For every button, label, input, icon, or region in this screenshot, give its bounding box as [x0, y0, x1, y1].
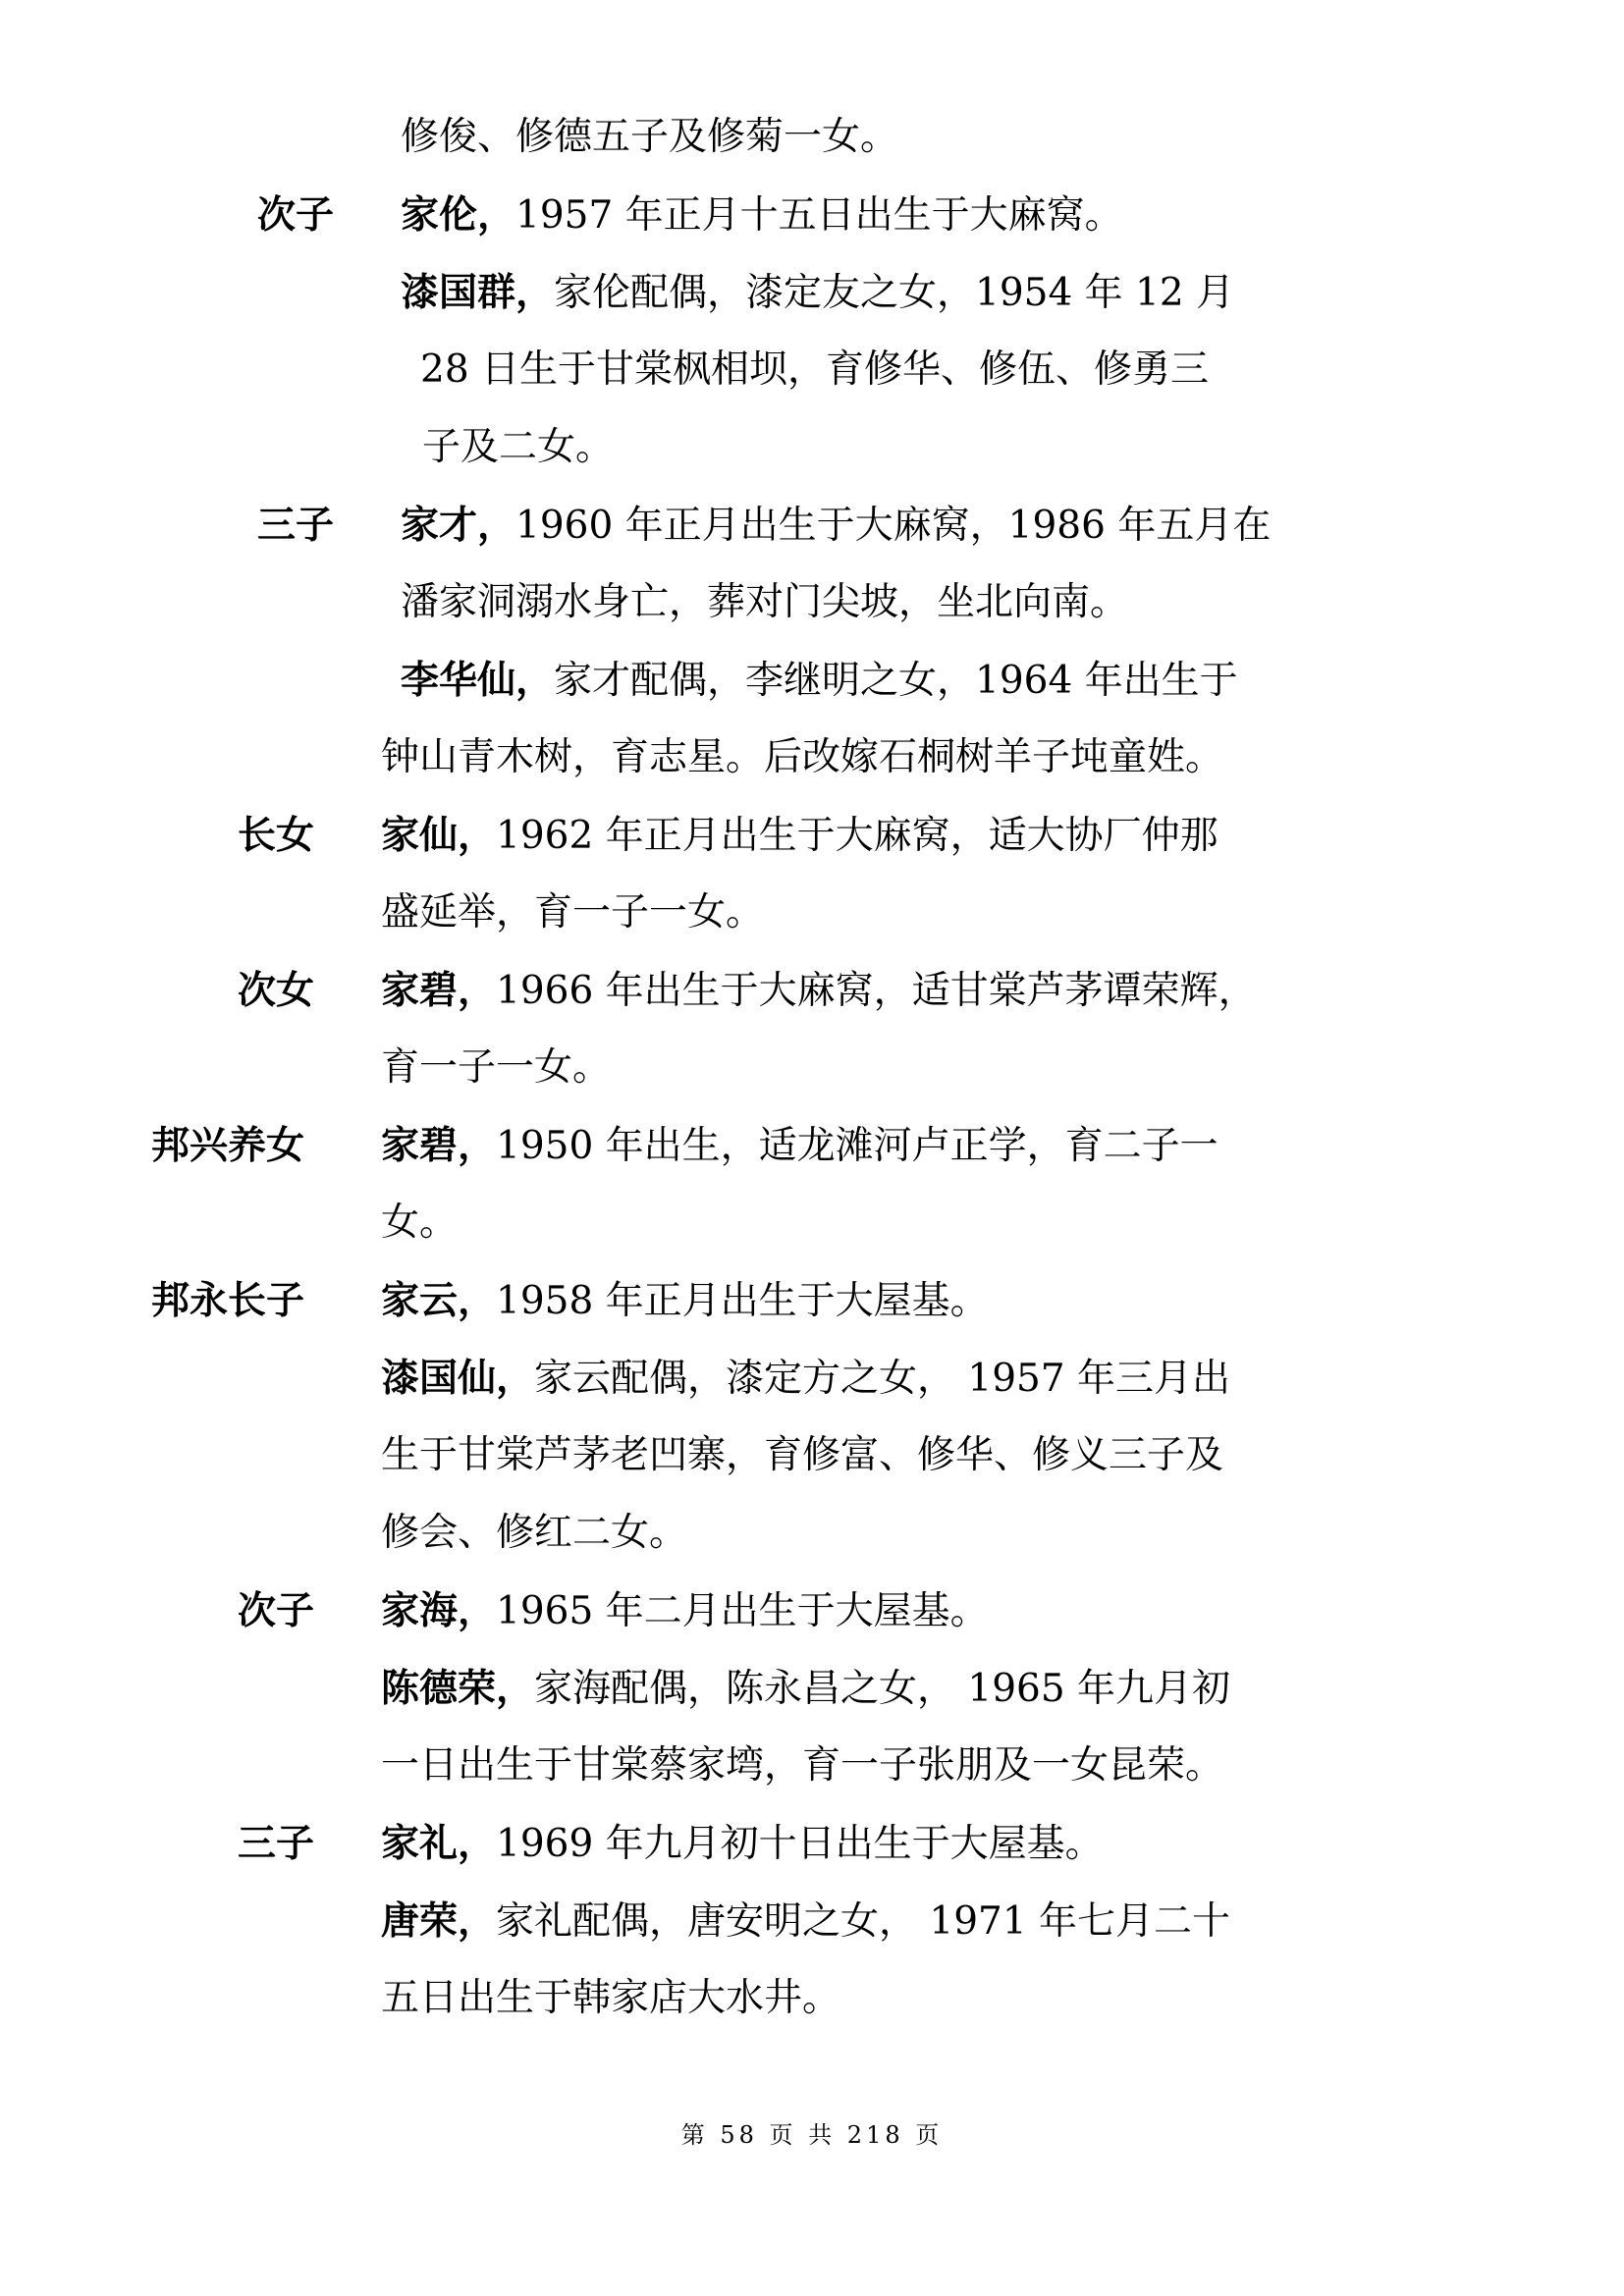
line-text: 1950 年出生，适龙滩河卢正学，育二子一: [496, 1124, 1218, 1168]
line-text: 1966 年出生于大麻窝，适甘棠芦茅谭荣辉，: [496, 969, 1257, 1013]
line-text: 育一子一女。: [381, 1045, 612, 1090]
line-02: [401, 189, 1123, 240]
line-04: [420, 345, 1209, 396]
line-25: [381, 1973, 840, 2024]
person-name: 家仙，: [381, 813, 497, 858]
spouse-name: 李华仙，: [401, 658, 555, 703]
line-text: 家海配偶，陈永昌之女， 1965 年九月初: [534, 1667, 1231, 1711]
line-text: 钟山青木树，育志星。后改嫁石桐树羊子坉童姓。: [381, 735, 1224, 779]
person-name: 家碧，: [381, 968, 497, 1013]
line-text: 盛延举，育一子一女。: [381, 890, 765, 934]
line-text: 修会、修红二女。: [381, 1511, 688, 1555]
line-text: 潘家洞溺水身亡，葬对门尖坡，坐北向南。: [401, 580, 1129, 624]
line-01: [401, 112, 898, 163]
line-12: [381, 965, 1257, 1016]
line-22: [381, 1740, 1223, 1791]
relation-tag: 三子: [238, 1821, 315, 1866]
line-17: [381, 1353, 1230, 1404]
person-name: 家碧，: [381, 1123, 497, 1168]
line-text: 家云配偶，漆定方之女， 1957 年三月出: [534, 1357, 1231, 1401]
line-text: 1969 年九月初十日出生于大屋基。: [496, 1822, 1104, 1866]
line-text: 1957 年正月十五日出生于大麻窝。: [515, 193, 1123, 238]
line-08: [401, 655, 1238, 706]
line-text: 1960 年正月出生于大麻窝，1986 年五月在: [515, 504, 1272, 548]
spouse-name: 唐荣，: [381, 1898, 497, 1944]
line-text: 家才配偶，李继明之女，1964 年出生于: [554, 659, 1238, 703]
line-text: 1958 年正月出生于大屋基。: [496, 1279, 989, 1323]
line-03: [401, 267, 1234, 318]
line-text: 一日出生于甘棠蔡家塆，育一子张朋及一女昆荣。: [381, 1743, 1224, 1788]
line-11: [381, 887, 764, 938]
relation-tag: 邦永长子: [151, 1278, 305, 1323]
line-15: [381, 1198, 458, 1249]
line-16: [381, 1275, 989, 1326]
person-name: 家礼，: [381, 1821, 497, 1866]
line-24: [381, 1896, 1230, 1947]
line-14: [381, 1120, 1218, 1171]
line-text: 家伦配偶，漆定友之女，1954 年 12 月: [554, 271, 1235, 315]
line-07: [401, 577, 1128, 628]
line-text: 1965 年二月出生于大屋基。: [496, 1589, 989, 1633]
relation-tag: 次子: [238, 1588, 315, 1633]
person-name: 家云，: [381, 1278, 497, 1323]
line-05: [422, 422, 614, 473]
relation-tag: 次子: [257, 192, 335, 238]
line-23: [381, 1818, 1104, 1869]
line-text: 女。: [381, 1201, 459, 1245]
line-text: 1962 年正月出生于大麻窝，适大协厂仲那: [496, 814, 1218, 858]
spouse-name: 漆国仙，: [381, 1356, 535, 1401]
line-text: 生于甘棠芦茅老凹寨，育修富、修华、修义三子及: [381, 1433, 1224, 1477]
line-06: [401, 500, 1271, 551]
relation-tag: 长女: [238, 813, 315, 858]
relation-tag: 三子: [257, 503, 335, 548]
person-name: 家才，: [401, 503, 516, 548]
spouse-name: 陈德荣，: [381, 1666, 535, 1711]
line-09: [381, 732, 1223, 783]
line-19: [381, 1508, 687, 1559]
relation-tag: 邦兴养女: [151, 1123, 305, 1168]
line-13: [381, 1042, 611, 1094]
line-20: [381, 1585, 989, 1636]
line-18: [381, 1430, 1223, 1481]
line-text: 五日出生于韩家店大水井。: [381, 1976, 841, 2020]
line-text: 子及二女。: [422, 425, 615, 469]
line-10: [381, 810, 1218, 861]
person-name: 家海，: [381, 1588, 497, 1633]
line-text: 修俊、修德五子及修菊一女。: [401, 115, 899, 159]
line-text: 家礼配偶，唐安明之女， 1971 年七月二十: [496, 1899, 1231, 1944]
line-21: [381, 1663, 1230, 1714]
person-name: 家伦，: [401, 192, 516, 238]
spouse-name: 漆国群，: [401, 270, 555, 315]
page-footer: 第 58 页 共 218 页: [680, 2121, 944, 2149]
line-text: 28 日生于甘棠枫相坝，育修华、修伍、修勇三: [420, 347, 1210, 392]
relation-tag: 次女: [238, 968, 315, 1013]
